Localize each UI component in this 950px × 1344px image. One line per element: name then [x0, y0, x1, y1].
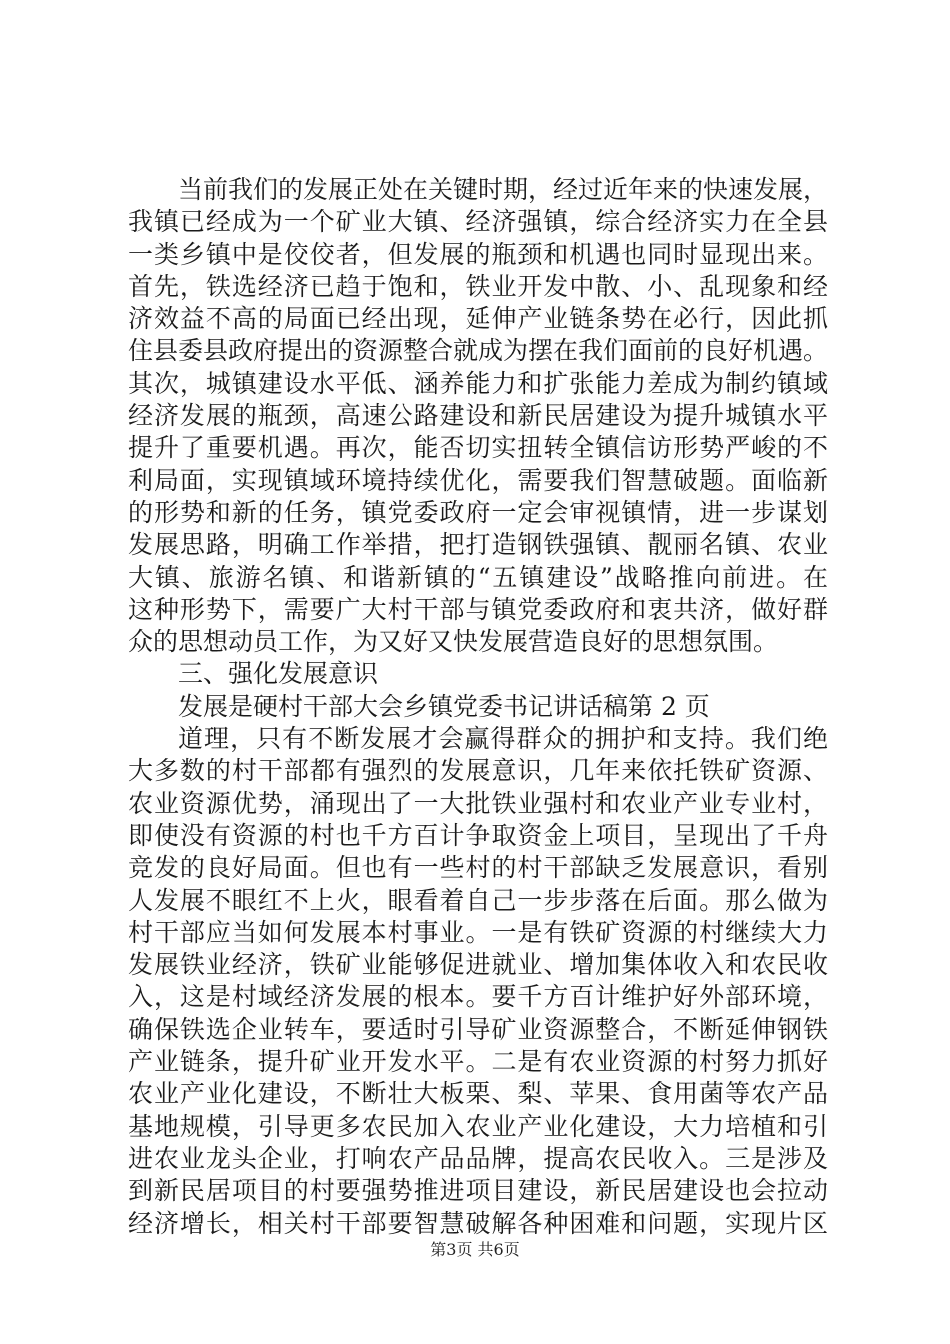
paragraph-line: 利局面，实现镇域环境持续优化，需要我们智慧破题。面临新	[128, 465, 828, 495]
section-heading: 三、强化发展意识	[178, 659, 379, 689]
paragraph-line: 人发展不眼红不上火，眼看着自己一步步落在后面。那么做为	[128, 885, 828, 915]
paragraph-line: 住县委县政府提出的资源整合就成为摆在我们面前的良好机遇。	[128, 336, 829, 366]
paragraph-line: 其次，城镇建设水平低、涵养能力和扩张能力差成为制约镇域	[128, 368, 828, 398]
paragraph-line: 发展是硬村干部大会乡镇党委书记讲话稿第 2 页	[178, 691, 710, 721]
paragraph-line: 发展思路，明确工作举措，把打造钢铁强镇、靓丽名镇、农业	[128, 530, 828, 560]
paragraph-line: 首先，铁选经济已趋于饱和，铁业开发中散、小、乱现象和经	[128, 271, 828, 301]
paragraph-line: 众的思想动员工作，为又好又快发展营造良好的思想氛围。	[128, 627, 779, 657]
paragraph-line: 进农业龙头企业，打响农产品品牌，提高农民收入。三是涉及	[128, 1143, 828, 1173]
paragraph-line: 这种形势下，需要广大村干部与镇党委政府和衷共济，做好群	[128, 594, 828, 624]
paragraph-line: 确保铁选企业转车，要适时引导矿业资源整合，不断延伸钢铁	[128, 1014, 828, 1044]
paragraph-line: 农业产业化建设，不断壮大板栗、梨、苹果、食用菌等农产品	[128, 1079, 828, 1109]
paragraph-line: 的形势和新的任务，镇党委政府一定会审视镇情，进一步谋划	[128, 497, 828, 527]
paragraph-line: 经济增长，相关村干部要智慧破解各种困难和问题，实现片区	[128, 1208, 828, 1238]
paragraph-line: 经济发展的瓶颈，高速公路建设和新民居建设为提升城镇水平	[128, 401, 828, 431]
paragraph-line: 我镇已经成为一个矿业大镇、经济强镇，综合经济实力在全县	[128, 207, 828, 237]
paragraph-line: 到新民居项目的村要强势推进项目建设，新民居建设也会拉动	[128, 1176, 828, 1206]
paragraph-line: 入，这是村域经济发展的根本。要千方百计维护好外部环境，	[128, 982, 828, 1012]
paragraph-line: 村干部应当如何发展本村事业。一是有铁矿资源的村继续大力	[128, 917, 828, 947]
paragraph-line: 道理，只有不断发展才会赢得群众的拥护和支持。我们绝	[178, 724, 828, 754]
paragraph-line: 大多数的村干部都有强烈的发展意识，几年来依托铁矿资源、	[128, 756, 828, 786]
paragraph-line: 产业链条，提升矿业开发水平。二是有农业资源的村努力抓好	[128, 1047, 828, 1077]
paragraph-line: 一类乡镇中是佼佼者，但发展的瓶颈和机遇也同时显现出来。	[128, 239, 828, 269]
paragraph-line: 发展铁业经济，铁矿业能够促进就业、增加集体收入和农民收	[128, 950, 828, 980]
paragraph-line: 农业资源优势，涌现出了一大批铁业强村和农业产业专业村，	[128, 788, 828, 818]
paragraph-line: 即使没有资源的村也千方百计争取资金上项目，呈现出了千舟	[128, 820, 828, 850]
paragraph-line: 竞发的良好局面。但也有一些村的村干部缺乏发展意识，看别	[128, 853, 828, 883]
paragraph-line: 当前我们的发展正处在关键时期，经过近年来的快速发展，	[178, 175, 829, 204]
paragraph-line: 济效益不高的局面已经出现，延伸产业链条势在必行，因此抓	[128, 304, 828, 334]
paragraph-line: 提升了重要机遇。再次，能否切实扭转全镇信访形势严峻的不	[128, 433, 828, 463]
paragraph-line: 基地规模，引导更多农民加入农业产业化建设，大力培植和引	[128, 1111, 828, 1141]
paragraph-line: 大镇、旅游名镇、和谐新镇的“五镇建设”战略推向前进。在	[128, 562, 828, 592]
body-text	[128, 174, 828, 1240]
page-footer: 第3页 共6页	[430, 1240, 520, 1259]
